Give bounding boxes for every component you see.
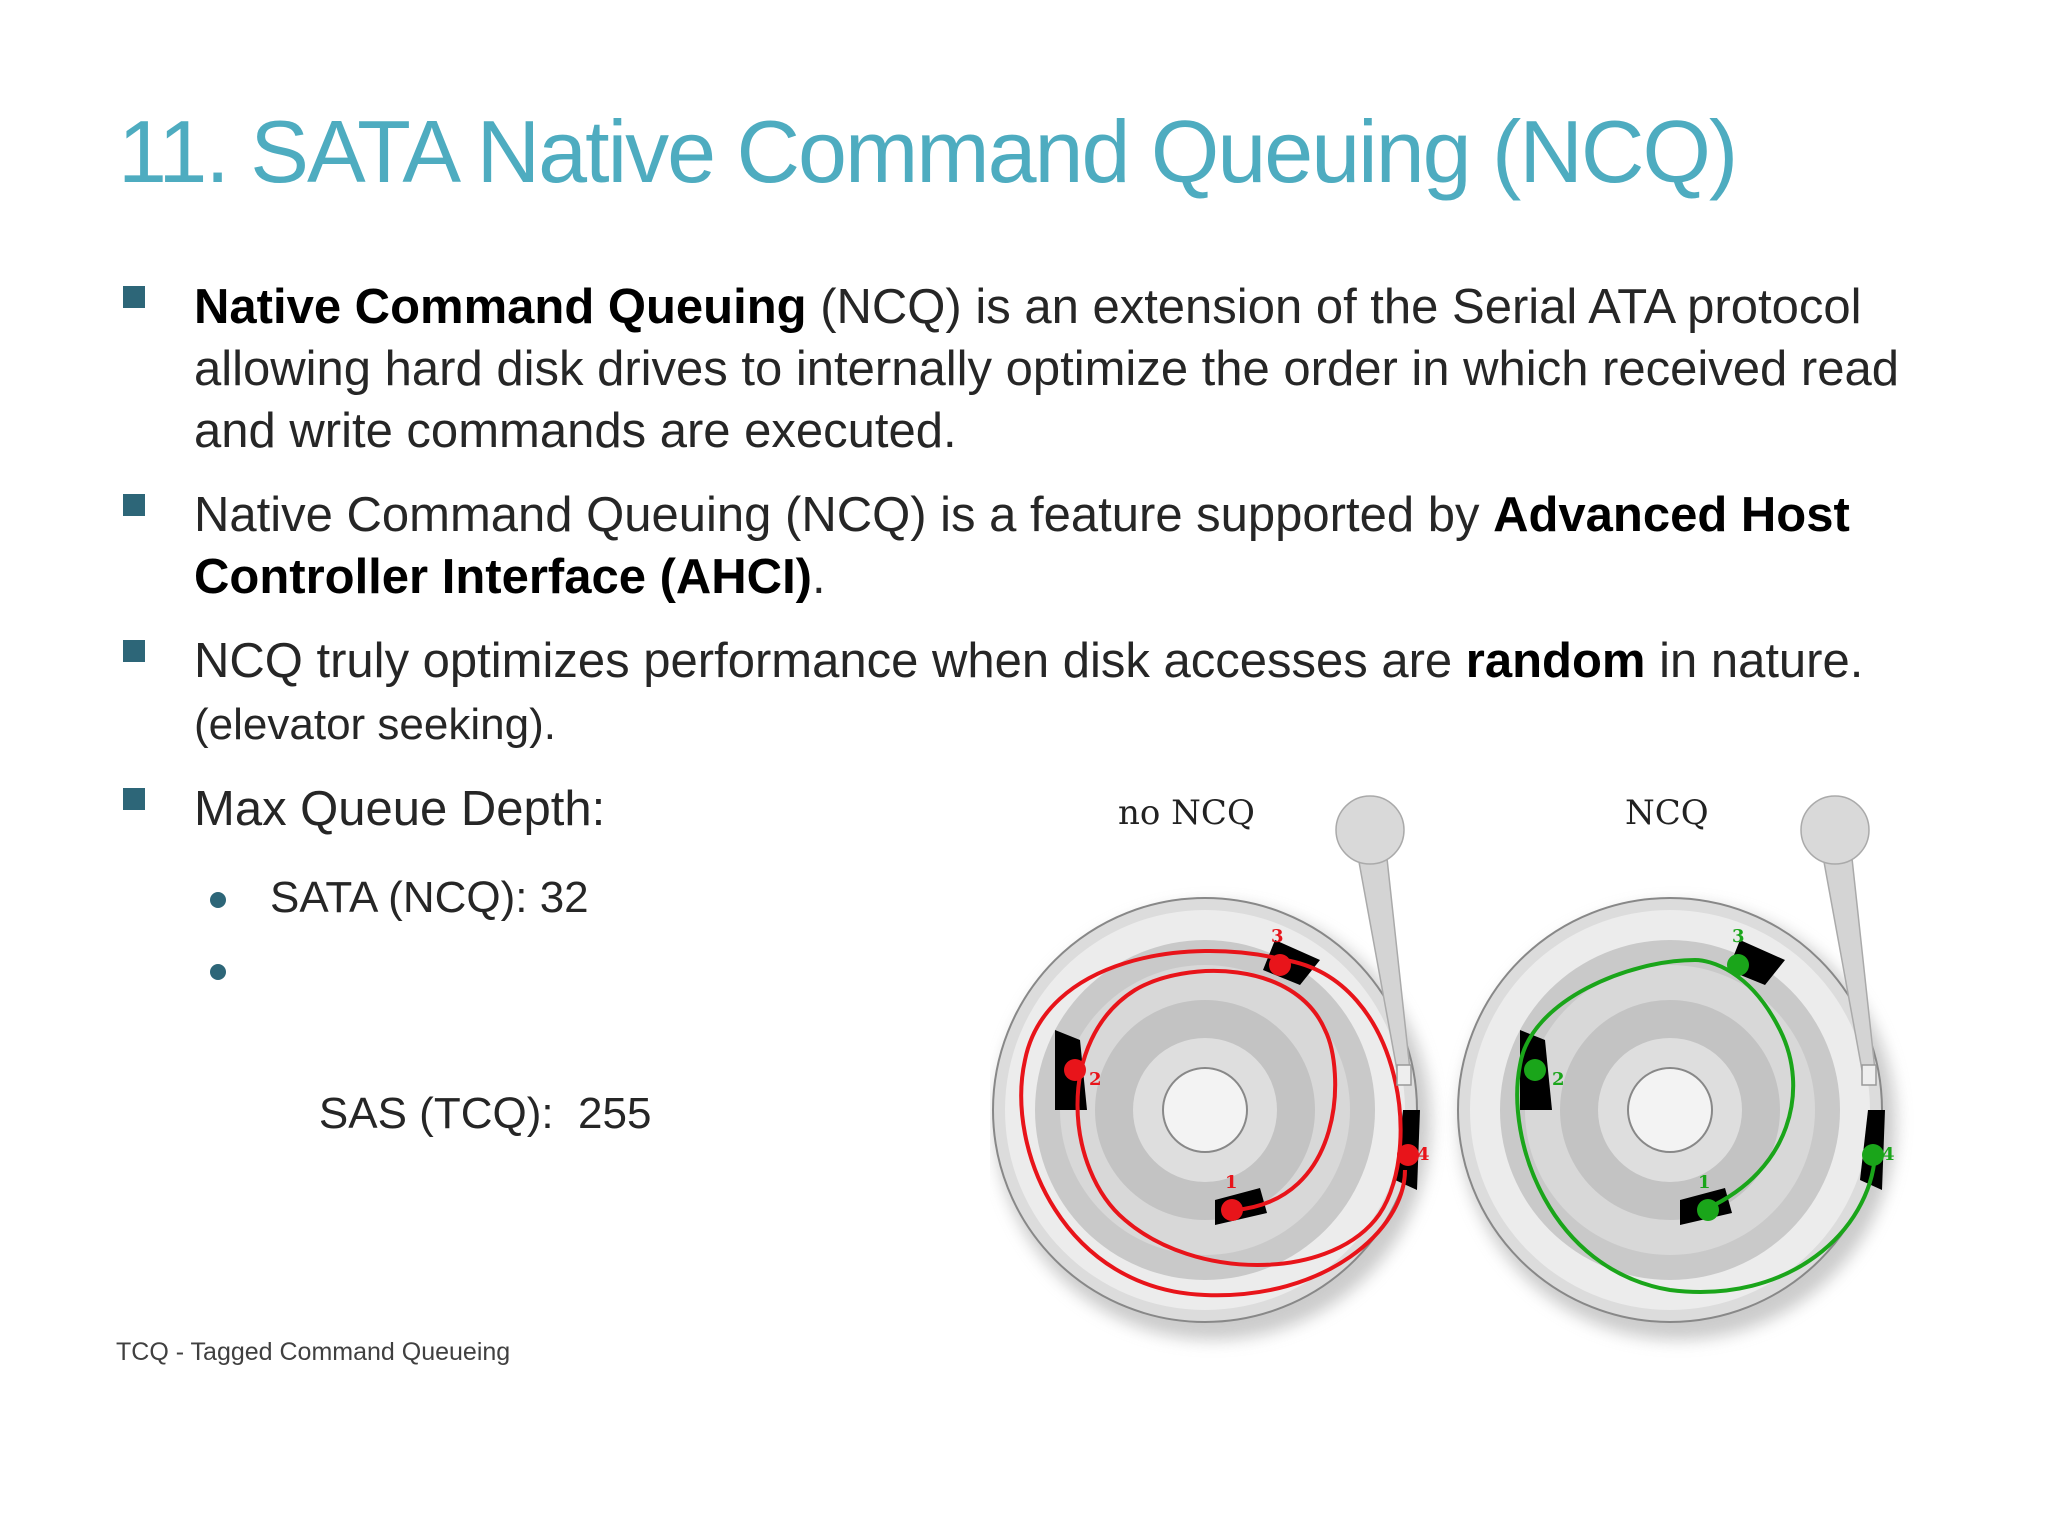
- bullet-ncq-definition: [120, 276, 1950, 462]
- round-bullet-icon: [210, 964, 226, 980]
- bullet-text-end: .: [812, 550, 826, 604]
- sector-number: 2: [1089, 1069, 1102, 1090]
- subitem-text: SAS (TCQ): 255: [318, 1089, 652, 1138]
- square-bullet-icon: [123, 788, 145, 810]
- bullet-text: Max Queue Depth:: [194, 782, 606, 836]
- subitem-text: SATA (NCQ): 32: [270, 873, 589, 922]
- bold-term: Advanced Host Controller Interface (AHCI): [194, 488, 1850, 604]
- label-ncq: NCQ: [1625, 793, 1709, 833]
- sector-number: 1: [1225, 1172, 1238, 1193]
- square-bullet-icon: [123, 494, 145, 516]
- bold-term: Native Command Queuing: [194, 280, 807, 334]
- round-bullet-icon: [210, 892, 226, 908]
- sector-number: 1: [1698, 1172, 1711, 1193]
- slide-title: 11. SATA Native Command Queuing (NCQ): [118, 102, 1737, 201]
- square-bullet-icon: [123, 286, 145, 308]
- sector-number: 2: [1552, 1069, 1565, 1090]
- bullet-text: Native Command Queuing (NCQ) is a feature supported by: [194, 488, 1494, 542]
- sector-number: 3: [1271, 926, 1284, 947]
- bold-term: random: [1465, 634, 1646, 688]
- bullet-ahci: [120, 484, 1950, 608]
- sector-number: 4: [1882, 1144, 1895, 1165]
- square-bullet-icon: [123, 640, 145, 662]
- disk-no-ncq: [993, 796, 1431, 1340]
- label-no-ncq: no NCQ: [1118, 793, 1255, 833]
- sector-number: 4: [1417, 1144, 1430, 1165]
- bullet-random-access: [120, 630, 1950, 756]
- bullet-text: (NCQ) is an extension of the Serial ATA protocol allowing hard disk drives to internally optimize the order in which received read and write commands are executed.: [194, 280, 1899, 458]
- footnote: TCQ - Tagged Command Queueing: [116, 1338, 511, 1366]
- bullet-text: NCQ truly optimizes performance when disk accesses are: [194, 634, 1466, 688]
- ncq-disk-diagram: [990, 780, 1950, 1380]
- bullet-note: (elevator seeking).: [194, 700, 556, 749]
- sector-number: 3: [1732, 926, 1745, 947]
- bullet-text-end: in nature.: [1645, 634, 1864, 688]
- disk-ncq: [1458, 796, 1896, 1340]
